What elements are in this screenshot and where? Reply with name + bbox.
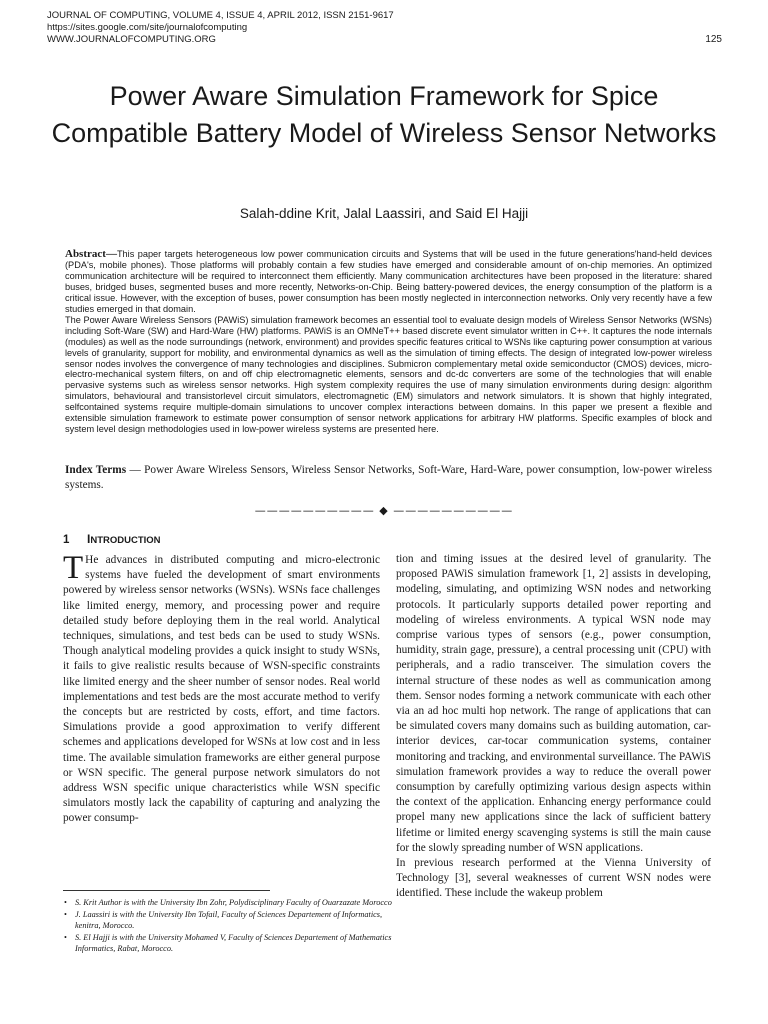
footnote-text: S. El Hajji is with the University Mohamed V, Faculty of Sciences Departement of Mathematics Informatics, Rabat, Morocco. [75,933,392,953]
section-title-initial: I [87,532,91,546]
bullet-icon: • [64,910,67,919]
section-number: 1 [63,534,70,546]
left-column [63,532,380,827]
abstract-label: Abstract [65,248,106,260]
bullet-icon: • [64,898,67,907]
footnote-item [64,909,394,931]
right-column [396,552,711,902]
bullet-icon: • [64,933,67,942]
footnote-rule [63,890,270,891]
section-heading-introduction [63,532,380,546]
index-terms-dash: — [129,464,141,476]
abstract-dash: — [105,248,117,260]
section-separator: —————————— ◆ —————————— [254,504,514,517]
paper-title: Power Aware Simulation Framework for Spice Compatible Battery Model of Wireless Sensor Networks [51,81,717,148]
footnote-item [64,897,394,908]
journal-url[interactable]: https://sites.google.com/site/journalofcomputing [47,22,248,33]
index-terms-label: Index Terms [65,464,127,476]
abstract [65,249,712,435]
page-number: 125 [705,34,722,45]
abstract-text-1: This paper targets heterogeneous low power communication circuits and Systems that will be used in the future generations'hand-held devices (PDA's, mobile phones). Those platforms will probably contain a few studies have emerged and considerable amount of on-chip memories. An optimized communication architecture will be required to interconnect them efficiently. Many communication architectures have been proposed in the literature: shared buses, bridged buses, segmented buses and more recently, Networks-on-Chip. Being battery-powered devices, the energy consumption of the platform is a critical issue. However, with the exception of buses, power consumption has been mostly neglected in interconnection networks. Only very recently have a few studies emerged in that domain. [65,249,712,314]
index-terms-text: Power Aware Wireless Sensors, Wireless Sensor Networks, Soft-Ware, Hard-Ware, power consumption, low-power wireless systems. [65,464,713,491]
intro-paragraph [63,550,380,827]
index-terms [65,463,712,492]
intro-right-paragraph-2: In previous research performed at the Vienna University of Technology [3], several weaknesses of current WSN nodes were identified. These include the wakeup problem [396,857,711,900]
footnote-item [64,932,394,954]
author-footnotes [64,897,394,955]
author-list: Salah-ddine Krit, Jalal Laassiri, and Said El Hajji [239,206,529,221]
intro-right-paragraph-1: tion and timing issues at the desired level of granularity. The proposed PAWiS simulation framework [1, 2] assists in developing, modeling, simulating, and optimizing WSN nodes and networking protocols. It particularly supports detailed power reporting and modeling of wireless environments. A typical WSN node may comprise various types of sensors (e.g., power consumption, humidity, strain gage, pressure), a central processing unit (CPU) with peripherals, and a radio transceiver. The simulation covers the internal structure of these nodes as well as communication among them. Sensor nodes forming a network communicate with each other via an ad hoc multi hop network. The range of applications that can be simulated covers many domains such as building automation, car-interior devices, car-tocar communication systems, container monitoring and tracking, and environmental surveillance. The PAWiS simulation framework provides a way to reduce the overall power consumption by carefully optimizing various design aspects within the context of the application. Enhancing energy performance could propel many new applications since the lack of sufficient battery lifetime or limited energy scavenging systems is still the main cause for the slowly spreading number of WSN applications. [396,553,711,854]
drop-cap: T [63,550,84,586]
journal-line: JOURNAL OF COMPUTING, VOLUME 4, ISSUE 4, APRIL 2012, ISSN 2151-9617 [47,10,394,21]
section-title-rest: NTRODUCTION [90,535,161,546]
running-header [47,10,722,46]
footnote-text: J. Laassiri is with the University Ibn Tofail, Faculty of Sciences Departement of Informatics, kenitra, Morocco. [75,910,383,930]
footnote-text: S. Krit Author is with the University Ibn Zohr, Polydisciplinary Faculty of Ouarzazate Morocco [75,898,392,907]
intro-left-text: He advances in distributed computing and micro-electronic systems have fueled the development of smart environments powered by wireless sensor networks (WSNs). WSNs face challenges like limited energy, memory, and processing power and require detailed study before deploying them in the real world. Analytical techniques, simulations, and test beds can be used to study WSNs. Though analytical modeling provides a quick insight to study WSNs, it fails to give realistic results because of WSN-specific constraints like limited energy and the sheer number of sensor nodes. Real world implementations and test beds are the most accurate method to verify the concepts but are restricted by costs, effort, and time factors. Simulations provide a good approximation to verify different schemes and applications developed for WSNs at low cost and in less time. The available simulation frameworks are either general purpose or WSN specific. The general purpose network simulators do not address WSN specific unique characteristics while WSN specific simulators mostly lack the capability of capturing and analyzing the power consump- [63,554,380,825]
abstract-paragraph-1 [65,249,712,315]
journal-website[interactable]: WWW.JOURNALOFCOMPUTING.ORG [47,34,216,45]
abstract-paragraph-2: The Power Aware Wireless Sensors (PAWiS) simulation framework becomes an essential tool to evaluate design models of Wireless Sensor Networks (WSNs) including Soft-Ware (SW) and Hard-Ware (HW) platforms. PAWiS is an OMNeT++ based discrete event simulator written in C++. It captures the node internals (modules) as well as the node surroundings (network, environment) and provides specific features critical to WSNs like capturing power consumption at various levels of granularity, support for mobility, and environmental dynamics as well as the simulation of timing effects. The design of integrated low-power wireless sensor nodes involves the convergence of many technologies and disciplines. Submicron complementary metal oxide semiconductor (CMOS) devices, micro-electro-mechanical system filters, on and off chip electromagnetic elements, sensors and dc-dc converters are some of the technologies that will enable pervasive systems such as wireless sensor networks. High system complexity requires the use of many simulation environments during design: algorithm simulators, behavioural and transistorlevel circuit simulators, electromagnetic (EM) simulators and network simulators. It is shown that highly integrated, selfcontained systems require multiple-domain simulations to uncover complex interactions between domains. In this paper we present a flexible and extensible simulation framework to estimate power consumption of sensor network applications for arbitrary HW platforms. Specific examples of block and system level design methodologies used in low-power wireless systems are presented here. [65,314,712,435]
